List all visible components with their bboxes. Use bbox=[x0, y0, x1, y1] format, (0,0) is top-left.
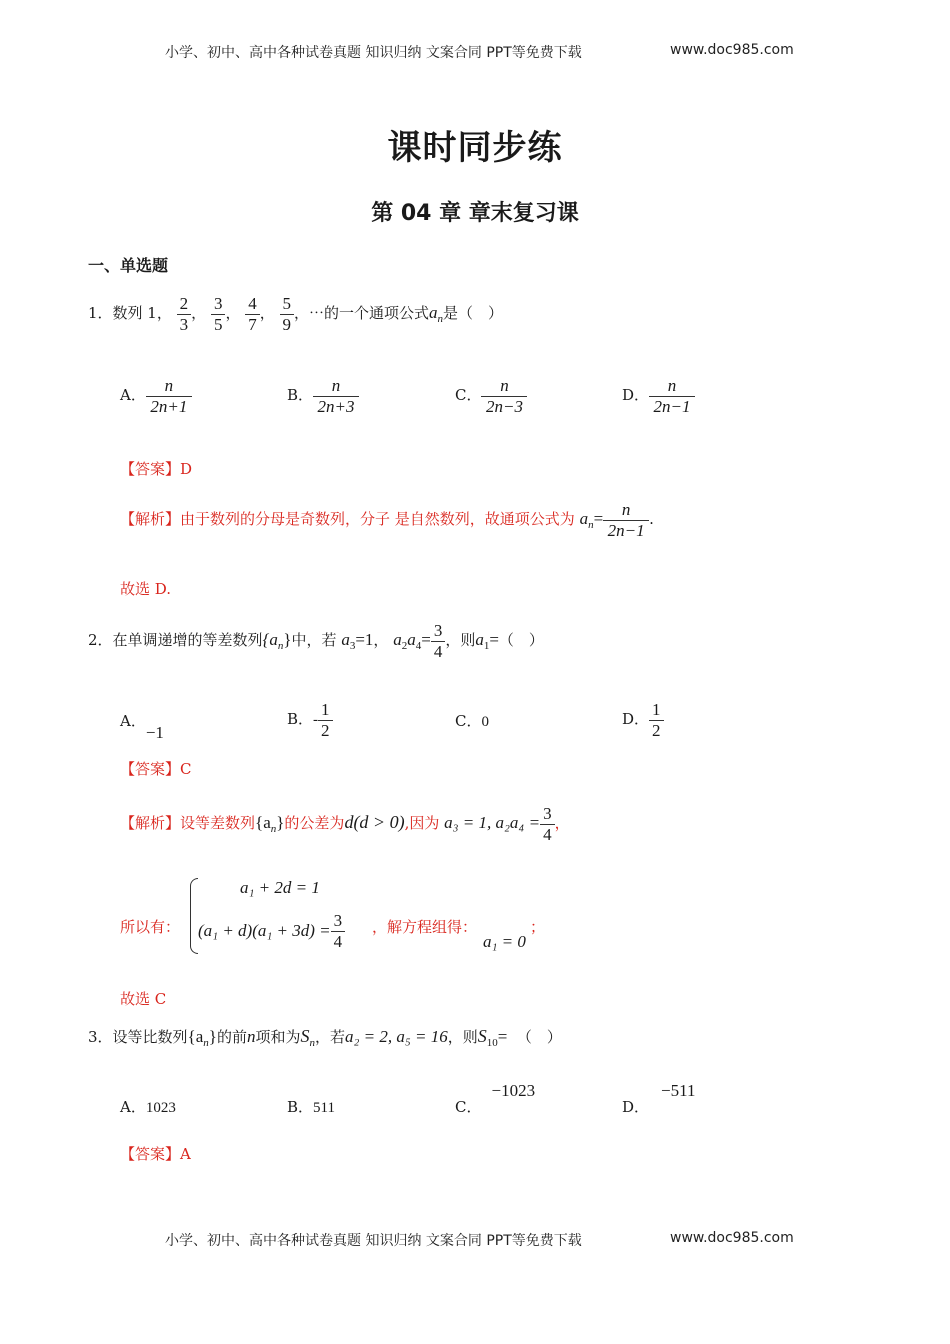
q1-choose: 故选 D. bbox=[120, 580, 172, 598]
q1-option-a[interactable]: A． $\frac{n}{2n+1}$ bbox=[120, 370, 192, 420]
q2-option-b[interactable]: B．- $\frac{1}{2}$ bbox=[287, 694, 333, 745]
q1-analysis: 【解析】由于数列的分母是奇数列，分子 是自然数列，故通项公式为 $a_n=$ $\frac{n}{2n-1}$ . bbox=[120, 499, 654, 540]
q1-prefix: 1．数列 1， bbox=[88, 304, 172, 322]
q1-tail: 是（ ） bbox=[443, 304, 504, 322]
q2-system-label: 所以有： bbox=[120, 918, 181, 936]
chapter-subtitle: 第 04 章 章末复习课 bbox=[371, 201, 579, 226]
q2-eq-2: (a₁ + d)(a₁ + 3d) = $\frac{3}{4}$ bbox=[198, 906, 345, 956]
q3-answer: 【答案】A bbox=[120, 1145, 191, 1163]
q2-option-c[interactable]: C．0 bbox=[455, 712, 489, 730]
q2-semicolon: ； bbox=[530, 918, 546, 936]
header-site-link[interactable]: www.doc985.com bbox=[670, 42, 794, 58]
q1-an: a bbox=[429, 303, 438, 322]
q2-analysis: 【解析】设等差数列$\{a_n\}$的公差为d(d > 0),因为 a₃ = 1, a₂a₄ = $\frac{3}{4}$ ， bbox=[120, 803, 570, 844]
footer-site-link[interactable]: www.doc985.com bbox=[670, 1230, 794, 1246]
q3-option-d[interactable]: D．−511 bbox=[622, 1081, 696, 1116]
q2-eq-1: a₁ + 2d = 1 bbox=[240, 878, 320, 897]
header-text: 小学、初中、高中各种试卷真题 知识归纳 文案合同 PPT等免费下载 bbox=[165, 45, 582, 61]
q1-option-b[interactable]: B． $\frac{n}{2n+3}$ bbox=[287, 370, 359, 420]
q3-option-b[interactable]: B．511 bbox=[287, 1098, 335, 1116]
q3-option-a[interactable]: A．1023 bbox=[120, 1098, 176, 1116]
q1-frac-1: $\frac{2}{3}$ bbox=[177, 294, 192, 335]
section-heading: 一、单选题 bbox=[88, 256, 169, 275]
question-2-stem: 2．在单调递增的等差数列$\{a_n\}$中，若 $a_3=1$， $a_2a_4=$ $\frac{3}{4}$ ，则$a_1=$（ ） bbox=[88, 620, 544, 661]
q2-choose: 故选 C bbox=[120, 990, 167, 1008]
q1-answer: 【答案】D bbox=[120, 460, 193, 478]
q2-solution: a₁ = 0 bbox=[483, 932, 526, 951]
page-title: 课时同步练 bbox=[387, 128, 563, 168]
q2-option-d[interactable]: D． $\frac{1}{2}$ bbox=[622, 694, 664, 744]
q1-option-c[interactable]: C． $\frac{n}{2n-3}$ bbox=[455, 370, 527, 420]
q2-option-a[interactable]: A．−1 bbox=[120, 712, 164, 742]
system-brace bbox=[190, 878, 198, 954]
question-3-stem: 3．设等比数列$\{a_n\}$的前n项和为$S_n$，若a₂ = 2, a₅ = 16，则$S_{10}=$ （ ） bbox=[88, 1026, 562, 1049]
q1-frac-4: $\frac{5}{9}$ bbox=[280, 294, 295, 335]
q1-after: ，⋯的一个通项公式 bbox=[294, 304, 430, 322]
q3-option-c[interactable]: C．−1023 bbox=[455, 1081, 536, 1116]
q1-frac-3: $\frac{4}{7}$ bbox=[245, 294, 260, 335]
q1-option-d[interactable]: D． $\frac{n}{2n-1}$ bbox=[622, 370, 695, 420]
question-1-stem: 1．数列 1， $\frac{2}{3}$ ， $\frac{3}{5}$ ， $\frac{4}{7}$ ， $\frac{5}{9}$ ，⋯的一个通项公式$a_n$是（ ） bbox=[88, 293, 504, 334]
q2-answer: 【答案】C bbox=[120, 760, 192, 778]
q1-frac-2: $\frac{3}{5}$ bbox=[211, 294, 226, 335]
q2-solve-text: ，解方程组得： bbox=[372, 918, 478, 936]
footer-text: 小学、初中、高中各种试卷真题 知识归纳 文案合同 PPT等免费下载 bbox=[165, 1233, 582, 1249]
